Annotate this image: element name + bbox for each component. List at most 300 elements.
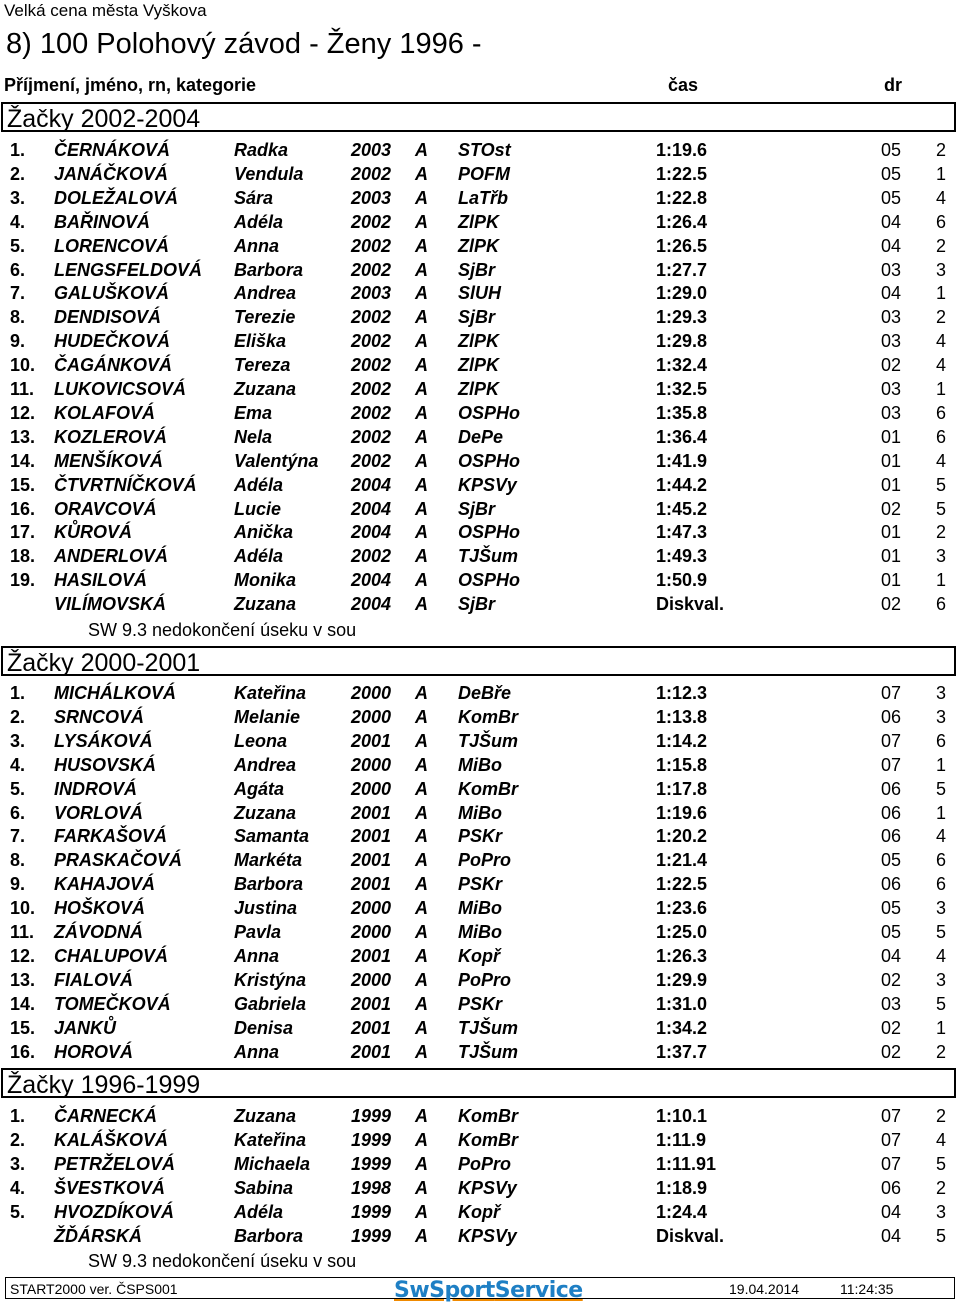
cell-year: 2002: [351, 402, 392, 423]
cell-heat: 3: [936, 706, 947, 727]
table-row: [0, 140, 960, 164]
table-row: [0, 331, 960, 355]
cell-name: Markéta: [234, 850, 303, 871]
cell-lane: 01: [881, 546, 902, 567]
cell-heat: 2: [936, 522, 947, 543]
cell-year: 2002: [351, 307, 392, 328]
cell-name: Melanie: [234, 706, 301, 727]
cell-lane: 06: [881, 706, 902, 727]
cell-year: 2001: [351, 730, 392, 751]
cell-time: 1:31.0: [656, 993, 708, 1014]
cell-surname: KAHAJOVÁ: [54, 874, 156, 895]
cell-surname: KOLAFOVÁ: [54, 402, 155, 423]
table-row: [0, 1130, 960, 1154]
cell-year: 2000: [351, 922, 392, 942]
cell-heat: 2: [936, 235, 947, 256]
cell-time: 1:47.3: [656, 522, 708, 543]
cell-lane: 04: [881, 283, 902, 304]
cell-lane: 07: [881, 1129, 902, 1150]
cell-surname: MENŠÍKOVÁ: [54, 450, 164, 471]
cell-lane: 02: [881, 1017, 902, 1038]
cell-year: 2001: [351, 1017, 392, 1038]
cell-cat: A: [415, 474, 428, 495]
section-header: [1, 646, 956, 676]
cell-name: Denisa: [234, 1017, 294, 1038]
cell-cat: A: [415, 163, 428, 184]
cell-surname: HOŠKOVÁ: [54, 898, 146, 919]
footer-software: START2000 ver. ČSPS001: [10, 1281, 178, 1297]
cell-rank: 10.: [10, 355, 36, 376]
cell-name: Gabriela: [234, 993, 307, 1014]
cell-cat: A: [415, 594, 428, 615]
table-row: [0, 403, 960, 427]
cell-year: 2002: [351, 546, 392, 567]
logo-part-b: Service: [494, 1278, 583, 1303]
cell-name: Ema: [234, 402, 273, 423]
cell-time: 1:34.2: [656, 1017, 708, 1038]
cell-surname: LUKOVICSOVÁ: [54, 379, 187, 399]
cell-cat: A: [415, 570, 428, 591]
cell-lane: 07: [881, 1106, 902, 1126]
cell-heat: 6: [936, 211, 947, 232]
cell-name: Zuzana: [234, 379, 297, 399]
cell-cat: A: [415, 450, 428, 471]
cell-club: POFM: [458, 163, 510, 184]
cell-year: 2002: [351, 450, 392, 471]
cell-year: 2000: [351, 754, 392, 775]
cell-club: STOst: [458, 140, 511, 160]
cell-lane: 06: [881, 874, 902, 895]
cell-rank: 11.: [10, 922, 35, 942]
cell-year: 2003: [351, 140, 392, 160]
cell-club: MiBo: [458, 754, 502, 775]
cell-rank: 5.: [10, 235, 26, 256]
cell-heat: 3: [936, 1201, 947, 1222]
cell-surname: HASILOVÁ: [54, 570, 148, 591]
cell-surname: ANDERLOVÁ: [54, 546, 169, 567]
cell-name: Adéla: [234, 474, 284, 495]
cell-time: 1:22.5: [656, 874, 708, 895]
cell-club: TJŠum: [458, 730, 519, 751]
table-row: [0, 427, 960, 451]
cell-heat: 6: [936, 874, 947, 895]
cell-surname: LORENCOVÁ: [54, 235, 170, 256]
cell-year: 2002: [351, 426, 392, 447]
table-row: [0, 1106, 960, 1130]
cell-name: Barbora: [234, 874, 304, 895]
cell-rank: 12.: [10, 945, 36, 966]
cell-surname: JANÁČKOVÁ: [54, 163, 169, 184]
cell-cat: A: [415, 331, 428, 352]
cell-surname: SRNCOVÁ: [54, 706, 145, 727]
cell-lane: 02: [881, 969, 902, 990]
section-title: Žačky 2000-2001: [7, 649, 201, 677]
cell-rank: 3.: [10, 1153, 26, 1174]
cell-heat: 1: [936, 754, 947, 775]
cell-lane: 04: [881, 211, 902, 232]
cell-cat: A: [415, 802, 428, 823]
cell-club: TJŠum: [458, 1041, 519, 1062]
cell-surname: HOROVÁ: [54, 1041, 134, 1062]
cell-cat: A: [415, 402, 428, 423]
section-title: Žačky 2002-2004: [7, 105, 201, 133]
cell-rank: 16.: [10, 498, 36, 519]
cell-club: KomBr: [458, 778, 519, 799]
cell-heat: 5: [936, 498, 947, 519]
cell-cat: A: [415, 922, 428, 942]
disqualification-note: SW 9.3 nedokončení úseku v sou: [88, 620, 357, 640]
cell-surname: PETRŽELOVÁ: [54, 1153, 176, 1174]
cell-heat: 4: [936, 945, 947, 966]
cell-cat: A: [415, 1225, 428, 1246]
table-row: [0, 898, 960, 922]
cell-lane: 03: [881, 379, 902, 399]
cell-club: MiBo: [458, 898, 502, 919]
cell-year: 2002: [351, 355, 392, 376]
cell-rank: 8.: [10, 307, 26, 328]
cell-rank: 1.: [10, 140, 26, 160]
table-row: [0, 922, 960, 946]
cell-surname: FIALOVÁ: [54, 969, 133, 990]
cell-name: Pavla: [234, 922, 282, 942]
table-row: [0, 475, 960, 499]
cell-year: 1998: [351, 1177, 392, 1198]
cell-time: 1:49.3: [656, 546, 708, 567]
cell-surname: FARKAŠOVÁ: [54, 826, 168, 847]
cell-name: Vendula: [234, 163, 304, 184]
cell-cat: A: [415, 426, 428, 447]
cell-cat: A: [415, 259, 428, 280]
cell-year: 2000: [351, 898, 392, 919]
cell-rank: 4.: [10, 754, 26, 775]
cell-cat: A: [415, 187, 428, 208]
cell-name: Kateřina: [234, 683, 307, 703]
cell-club: PSKr: [458, 874, 503, 895]
cell-year: 2002: [351, 163, 392, 184]
cell-club: ZlPK: [458, 355, 500, 376]
cell-heat: 6: [936, 850, 947, 871]
cell-heat: 4: [936, 1129, 947, 1150]
cell-rank: 1.: [10, 1106, 26, 1126]
cell-year: 2002: [351, 235, 392, 256]
cell-club: OSPHo: [458, 522, 521, 543]
cell-time: 1:10.1: [656, 1106, 708, 1126]
cell-rank: 7.: [10, 283, 26, 304]
table-row: [0, 379, 960, 403]
cell-year: 2001: [351, 802, 392, 823]
cell-lane: 07: [881, 754, 902, 775]
cell-year: 2002: [351, 259, 392, 280]
cell-surname: ČTVRTNÍČKOVÁ: [54, 474, 197, 495]
cell-time: 1:37.7: [656, 1041, 708, 1062]
cell-time: 1:29.8: [656, 331, 708, 352]
table-row: [0, 307, 960, 331]
cell-rank: 2.: [10, 706, 26, 727]
cell-cat: A: [415, 498, 428, 519]
cell-year: 2002: [351, 331, 392, 352]
cell-lane: 01: [881, 426, 902, 447]
cell-time: 1:35.8: [656, 402, 708, 423]
table-row: [0, 994, 960, 1018]
table-row: [0, 499, 960, 523]
table-row: [0, 874, 960, 898]
cell-name: Agáta: [234, 778, 285, 799]
cell-heat: 2: [936, 1041, 947, 1062]
cell-club: SlUH: [458, 283, 502, 304]
cell-time: Diskval.: [656, 1225, 725, 1246]
cell-cat: A: [415, 140, 428, 160]
cell-surname: LYSÁKOVÁ: [54, 730, 153, 751]
cell-rank: 1.: [10, 683, 26, 703]
cell-name: Zuzana: [234, 802, 297, 823]
cell-heat: 1: [936, 163, 947, 184]
cell-heat: 1: [936, 570, 947, 591]
cell-heat: 4: [936, 355, 947, 376]
cell-name: Kateřina: [234, 1129, 307, 1150]
cell-surname: HUSOVSKÁ: [54, 754, 157, 775]
cell-lane: 05: [881, 922, 902, 942]
cell-name: Andrea: [234, 754, 297, 775]
cell-rank: 10.: [10, 898, 36, 919]
table-row: [0, 970, 960, 994]
cell-year: 2001: [351, 1041, 392, 1062]
cell-heat: 1: [936, 379, 947, 399]
table-row: [0, 1018, 960, 1042]
cell-surname: CHALUPOVÁ: [54, 945, 169, 966]
cell-heat: 3: [936, 898, 947, 919]
cell-surname: ČERNÁKOVÁ: [54, 140, 171, 160]
header-time-column: čas: [668, 75, 699, 95]
header-lane-column: dr: [884, 75, 902, 95]
cell-heat: 4: [936, 331, 947, 352]
cell-club: DeBře: [458, 683, 512, 703]
table-row: [0, 212, 960, 236]
cell-heat: 5: [936, 1153, 947, 1174]
cell-lane: 06: [881, 802, 902, 823]
cell-year: 2001: [351, 874, 392, 895]
cell-name: Anička: [234, 522, 294, 543]
cell-time: 1:15.8: [656, 754, 708, 775]
cell-cat: A: [415, 945, 428, 966]
cell-name: Lucie: [234, 498, 282, 519]
cell-heat: 4: [936, 187, 947, 208]
cell-time: 1:26.5: [656, 235, 708, 256]
cell-heat: 5: [936, 922, 947, 942]
cell-club: OSPHo: [458, 450, 521, 471]
cell-time: 1:29.9: [656, 969, 708, 990]
cell-rank: 8.: [10, 850, 26, 871]
cell-name: Michaela: [234, 1153, 311, 1174]
cell-cat: A: [415, 1041, 428, 1062]
cell-club: SjBr: [458, 307, 496, 328]
cell-lane: 03: [881, 307, 902, 328]
cell-surname: DENDISOVÁ: [54, 307, 162, 328]
cell-name: Barbora: [234, 1225, 304, 1246]
cell-heat: 6: [936, 426, 947, 447]
cell-rank: 3.: [10, 187, 26, 208]
cell-lane: 02: [881, 1041, 902, 1062]
table-row: [0, 707, 960, 731]
cell-lane: 05: [881, 850, 902, 871]
cell-rank: 7.: [10, 826, 26, 847]
cell-surname: KALÁŠKOVÁ: [54, 1129, 169, 1150]
cell-year: 2000: [351, 969, 392, 990]
cell-club: Kopř: [458, 945, 500, 966]
cell-year: 2004: [351, 594, 392, 615]
table-row: [0, 1042, 960, 1066]
cell-surname: HUDEČKOVÁ: [54, 331, 171, 352]
cell-cat: A: [415, 379, 428, 399]
cell-lane: 01: [881, 450, 902, 471]
cell-club: ZlPK: [458, 235, 500, 256]
cell-time: Diskval.: [656, 594, 725, 615]
cell-club: ZlPK: [458, 379, 500, 399]
cell-lane: 06: [881, 778, 902, 799]
cell-surname: ČARNECKÁ: [54, 1106, 157, 1126]
cell-lane: 05: [881, 140, 902, 160]
cell-surname: ČAGÁNKOVÁ: [54, 355, 173, 376]
cell-cat: A: [415, 778, 428, 799]
cell-name: Samanta: [234, 826, 310, 847]
cell-surname: BAŘINOVÁ: [54, 211, 151, 232]
swsportservice-logo: [394, 1278, 583, 1303]
cell-surname: MICHÁLKOVÁ: [54, 683, 176, 703]
table-row: [0, 594, 960, 618]
cell-name: Eliška: [234, 331, 287, 352]
table-row: [0, 451, 960, 475]
cell-rank: 6.: [10, 802, 26, 823]
cell-lane: 02: [881, 355, 902, 376]
cell-rank: 9.: [10, 331, 26, 352]
table-row: [0, 1202, 960, 1226]
cell-club: MiBo: [458, 922, 502, 942]
cell-surname: LENGSFELDOVÁ: [54, 259, 203, 280]
table-row: [0, 546, 960, 570]
cell-rank: 13.: [10, 426, 36, 447]
cell-rank: 19.: [10, 570, 36, 591]
cell-rank: 6.: [10, 259, 26, 280]
cell-heat: 4: [936, 826, 947, 847]
cell-lane: 01: [881, 570, 902, 591]
cell-surname: ŽĎÁRSKÁ: [54, 1225, 142, 1246]
cell-club: SjBr: [458, 498, 496, 519]
table-row: [0, 826, 960, 850]
cell-heat: 6: [936, 730, 947, 751]
cell-rank: 12.: [10, 402, 36, 423]
cell-name: Anna: [234, 1041, 279, 1062]
cell-cat: A: [415, 211, 428, 232]
footer: [0, 1277, 960, 1301]
cell-lane: 04: [881, 1201, 902, 1222]
table-row: [0, 946, 960, 970]
cell-year: 2001: [351, 993, 392, 1014]
cell-lane: 04: [881, 235, 902, 256]
cell-name: Terezie: [234, 307, 296, 328]
cell-rank: 14.: [10, 993, 36, 1014]
cell-time: 1:44.2: [656, 474, 708, 495]
cell-time: 1:32.4: [656, 355, 708, 376]
cell-cat: A: [415, 826, 428, 847]
cell-rank: 16.: [10, 1041, 36, 1062]
cell-lane: 06: [881, 826, 902, 847]
cell-surname: JANKŮ: [54, 1017, 117, 1038]
race-title: 8) 100 Polohový závod - Ženy 1996 -: [6, 28, 482, 60]
cell-year: 2001: [351, 850, 392, 871]
cell-time: 1:26.3: [656, 945, 708, 966]
cell-club: ZlPK: [458, 211, 500, 232]
cell-time: 1:20.2: [656, 826, 708, 847]
table-row: [0, 188, 960, 212]
cell-heat: 2: [936, 307, 947, 328]
cell-club: PoPro: [458, 969, 512, 990]
cell-cat: A: [415, 546, 428, 567]
cell-cat: A: [415, 1201, 428, 1222]
cell-name: Adéla: [234, 546, 284, 567]
cell-cat: A: [415, 969, 428, 990]
cell-rank: 5.: [10, 778, 26, 799]
cell-year: 2000: [351, 706, 392, 727]
cell-heat: 2: [936, 1106, 947, 1126]
cell-rank: 18.: [10, 546, 36, 567]
cell-surname: DOLEŽALOVÁ: [54, 187, 178, 208]
cell-time: 1:23.6: [656, 898, 708, 919]
table-row: [0, 1178, 960, 1202]
cell-heat: 3: [936, 683, 947, 703]
cell-time: 1:21.4: [656, 850, 708, 871]
cell-time: 1:41.9: [656, 450, 708, 471]
cell-year: 1999: [351, 1153, 392, 1174]
cell-club: OSPHo: [458, 402, 521, 423]
cell-year: 2004: [351, 474, 392, 495]
cell-cat: A: [415, 1177, 428, 1198]
cell-club: SjBr: [458, 259, 496, 280]
cell-club: OSPHo: [458, 570, 521, 591]
cell-time: 1:11.9: [656, 1129, 707, 1150]
cell-year: 1999: [351, 1201, 392, 1222]
cell-name: Anna: [234, 945, 279, 966]
cell-heat: 5: [936, 993, 947, 1014]
cell-lane: 04: [881, 945, 902, 966]
table-row: [0, 355, 960, 379]
cell-name: Kristýna: [234, 969, 307, 990]
cell-name: Adéla: [234, 1201, 284, 1222]
table-row: [0, 570, 960, 594]
cell-lane: 02: [881, 594, 902, 615]
cell-cat: A: [415, 522, 428, 543]
cell-cat: A: [415, 754, 428, 775]
cell-name: Valentýna: [234, 450, 319, 471]
cell-heat: 5: [936, 778, 947, 799]
cell-club: KomBr: [458, 1106, 519, 1126]
table-row: [0, 236, 960, 260]
cell-rank: 3.: [10, 730, 26, 751]
cell-lane: 04: [881, 1225, 902, 1246]
cell-time: 1:18.9: [656, 1177, 708, 1198]
cell-name: Justina: [234, 898, 298, 919]
cell-rank: 14.: [10, 450, 36, 471]
table-row: [0, 1154, 960, 1178]
cell-year: 1999: [351, 1106, 392, 1126]
cell-surname: TOMEČKOVÁ: [54, 993, 171, 1014]
footer-date: 19.04.2014: [729, 1281, 800, 1297]
cell-time: 1:29.3: [656, 307, 708, 328]
cell-cat: A: [415, 1017, 428, 1038]
cell-lane: 01: [881, 474, 902, 495]
cell-club: KPSVy: [458, 1225, 517, 1246]
cell-heat: 1: [936, 1017, 947, 1038]
cell-rank: 11.: [10, 379, 35, 399]
cell-year: 1999: [351, 1129, 392, 1150]
